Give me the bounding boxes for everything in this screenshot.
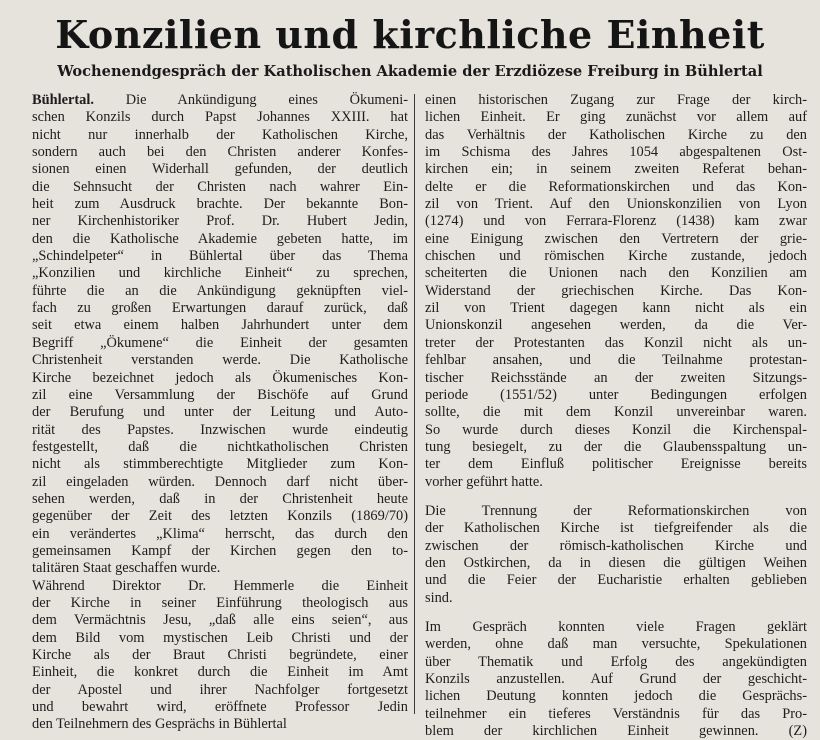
text-line: zil von Trient dagegen kann nicht als ein	[425, 300, 807, 317]
text-line: und die Feier der Eucharistie erhalten geblieben	[425, 572, 807, 589]
text-line-end: blem der kirchlichen Einheit gewinnen.	[425, 723, 789, 740]
text-line: kirchen ein; in seinem zweiten Referat behan-	[425, 161, 807, 178]
text-line: dem Bild vom mystischen Leib Christi und der	[32, 629, 408, 646]
text-line: So wurde durch dieses Konzil die Kirchenspal-	[425, 421, 807, 438]
text-line: Begriff „Ökumene“ die Einheit der gesamten	[32, 334, 408, 351]
text-line: sionen einen Widerhall gefunden, der deutlich	[32, 161, 408, 178]
dateline: Bühlertal.	[32, 92, 94, 108]
text-line: chischen und römischen Kirche zustande, jedoch	[425, 248, 807, 265]
text-line: den die Katholische Akademie gebeten hatte, im	[32, 230, 408, 247]
text-line: Die Trennung der Reformationskirchen von	[425, 502, 807, 519]
text-line: zil eine Versammlung der Bischöfe auf Grund	[32, 386, 408, 403]
article-paragraph	[425, 92, 807, 491]
text-line: sind.	[425, 589, 453, 606]
text-line: fehlbar ansahen, und die Teilnahme protestan-	[425, 352, 807, 369]
text-line: tung besiegelt, zu der die Glaubensspaltung un-	[425, 438, 807, 455]
article-headline: Konzilien und kirchliche Einheit	[55, 12, 765, 57]
text-line: heit zum Ausdruck brachte. Der bekannte Bon-	[32, 196, 408, 213]
article-paragraph	[32, 92, 408, 578]
article-paragraph	[425, 503, 807, 607]
paragraph-spacer	[425, 607, 807, 619]
text-line: Kirche bezeichnet jedoch als Ökumenisches Kon-	[32, 369, 408, 386]
text-line: nicht nur innerhalb der Katholischen Kirche,	[32, 126, 408, 143]
text-line: ner Kirchenhistoriker Prof. Dr. Hubert Jedin,	[32, 213, 408, 230]
text-line: talitären Staat geschaffen wurde.	[32, 560, 221, 577]
text-line: „Konzilien und kirchliche Einheit“ zu sprechen,	[32, 265, 408, 282]
text-line: scheiterten die Unionen nach den Konzilien am	[425, 265, 807, 282]
text-line: Christenheit verstanden werde. Die Katholische	[32, 352, 408, 369]
text-line: Einheit, die konkret durch die Einheit im Amt	[32, 664, 408, 681]
text-line: zil von Trient. Auf den Unionskonzilien von Lyon	[425, 196, 807, 213]
text-line: schen Konzils durch Papst Johannes XXIII. hat	[32, 109, 408, 126]
text-line: und bewahrt wird, eröffnete Professor Jedin	[32, 699, 408, 716]
text-line: ter dem Einfluß politischer Ereignisse bereits	[425, 456, 807, 473]
text-line: dem Vermächtnis Jesu, „daß alle eins seien“, aus	[32, 612, 408, 629]
text-line: einen historischen Zugang zur Frage der kirch-	[425, 92, 807, 108]
text-line: Im Gespräch konnten viele Fragen geklärt	[425, 618, 807, 635]
text-line: der Apostel und ihrer Nachfolger fortgesetzt	[32, 681, 408, 698]
text-line: „Schindelpeter“ in Bühlertal über das Thema	[32, 248, 408, 265]
text-line: tischer Reichsstände an der zweiten Sitzungs-	[425, 369, 807, 386]
text-line: über Thematik und Erfolg des angekündigten	[425, 653, 807, 670]
text-line: ein verändertes „Klima“ herrscht, das durch den	[32, 525, 408, 542]
text-line: vorher geführt hatte.	[425, 473, 543, 490]
text-line: lichen Deutung konnten jedoch die Gesprächs-	[425, 688, 807, 705]
text-line: die Sehnsucht der Christen nach wahrer Ein-	[32, 178, 408, 195]
text-line: festgestellt, daß die nichtkatholischen Christen	[32, 438, 408, 455]
text-line: sehen werden, daß in der Christenheit heute	[32, 490, 408, 507]
text-line: teilnehmer ein tieferes Verständnis für das Pro-	[425, 705, 807, 722]
article-paragraph	[32, 578, 408, 734]
text-line: im Schisma des Jahres 1054 abgespaltenen Ost-	[425, 144, 807, 161]
author-signature: (Z)	[788, 723, 807, 740]
left-column	[32, 92, 408, 734]
text-line: der Berufung und unter der Leitung und Auto-	[32, 404, 408, 421]
text-line-rest: Die Ankündigung eines Ökumeni-	[93, 92, 408, 108]
text-line: eine Einigung zwischen den Vertretern der grie-	[425, 230, 807, 247]
text-line: lichen Einheit. Er ging zunächst vor allem auf	[425, 109, 807, 126]
text-line: den Teilnehmern des Gesprächs in Bühlertal	[32, 716, 287, 733]
text-line: nicht als stimmberechtigte Mitglieder zum Kon-	[32, 456, 408, 473]
text-line: treter der Protestanten das Konzil nicht als un-	[425, 334, 807, 351]
text-line: der Katholischen Kirche ist tiefgreifender als die	[425, 520, 807, 537]
text-line: werden, ohne daß man versuchte, Spekulationen	[425, 636, 807, 653]
text-line: rität des Papstes. Inzwischen wurde eindeutig	[32, 421, 408, 438]
text-line: sollte, die mit dem Konzil unvereinbar waren.	[425, 404, 807, 421]
text-line: sondern auch bei den Christen anderer Konfes-	[32, 144, 408, 161]
text-line: Kirche als der Braut Christi begründete, einer	[32, 647, 408, 663]
text-line: führte die an die Ankündigung geknüpften viel-	[32, 282, 408, 299]
text-line: zil eingeladen würden. Dennoch darf nicht über-	[32, 473, 408, 490]
text-line	[32, 92, 408, 109]
text-line: delte er die Reformationskirchen und das Kon-	[425, 178, 807, 195]
text-line: den Ostkirchen, da in diesen die gültigen Weihen	[425, 554, 807, 571]
text-line: zwischen der römisch-katholischen Kirche und	[425, 537, 807, 554]
right-column	[425, 92, 807, 740]
text-line: gemeinsamen Kampf der Kirchen gegen den to-	[32, 542, 408, 559]
text-line: periode (1551/52) unter Bedingungen erfolgen	[425, 386, 807, 403]
text-line: seit etwa einem halben Jahrhundert unter dem	[32, 317, 408, 334]
text-line: der Kirche in seiner Einführung theologisch aus	[32, 594, 408, 611]
text-line: das Verhältnis der Katholischen Kirche zu den	[425, 126, 807, 143]
text-line: Während Direktor Dr. Hemmerle die Einheit	[32, 577, 408, 594]
text-line: Konzils anzustellen. Auf Grund der geschicht-	[425, 671, 807, 687]
text-line: (1274) und von Ferrara-Florenz (1438) kam zwar	[425, 213, 807, 230]
article-subheadline: Wochenendgespräch der Katholischen Akademie der Erzdiözese Freiburg in Bühlertal	[57, 63, 763, 80]
column-divider	[414, 94, 415, 714]
text-line: gegenüber der Zeit des letzten Konzils (1869/70)	[32, 508, 408, 525]
text-line: Unionskonzil angesehen werden, da die Ver-	[425, 317, 807, 334]
paragraph-spacer	[425, 491, 807, 503]
text-line: fach zu großen Erwartungen darauf zurück, daß	[32, 300, 408, 317]
text-line	[425, 723, 807, 740]
text-line: Widerstand der griechischen Kirche. Das Kon-	[425, 282, 807, 299]
